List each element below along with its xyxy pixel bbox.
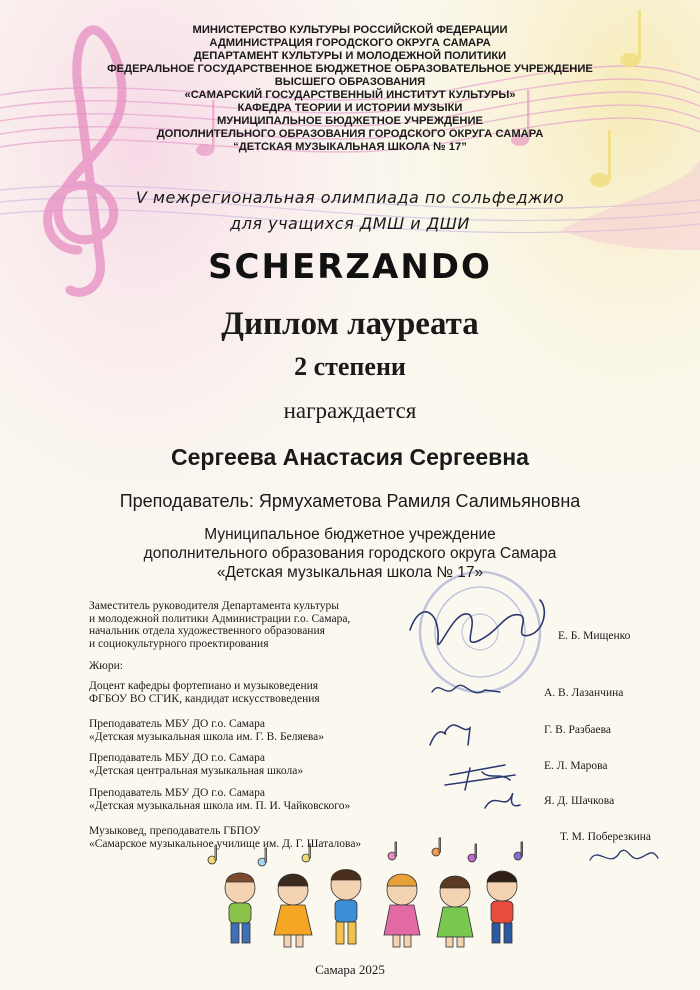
diploma-title: Диплом лауреата (221, 306, 479, 342)
jury-member-position (89, 680, 320, 705)
jury-member-position (89, 825, 361, 850)
position-line: Доцент кафедры фортепиано и музыковедения (89, 680, 319, 692)
school-block (0, 525, 700, 582)
organizers-header (0, 24, 700, 154)
competition-name: SCHERZANDO (208, 247, 492, 287)
header-line: КАФЕДРА ТЕОРИИ И ИСТОРИИ МУЗЫКИ (237, 102, 463, 114)
header-line: МУНИЦИПАЛЬНОЕ БЮДЖЕТНОЕ УЧРЕЖДЕНИЕ (216, 115, 483, 127)
jury-member-name: Я. Д. Шачкова (544, 795, 615, 807)
jury-member-name: Е. Л. Марова (544, 760, 608, 772)
header-line: ДОПОЛНИТЕЛЬНОГО ОБРАЗОВАНИЯ ГОРОДСКОГО ОКРУГА САМАРА (156, 128, 544, 140)
header-line: “ДЕТСКАЯ МУЗЫКАЛЬНАЯ ШКОЛА № 17” (233, 141, 467, 153)
jury-member-position (89, 718, 324, 743)
deputy-name: Е. Б. Мищенко (558, 630, 631, 642)
deputy-position (89, 600, 350, 650)
position-line: и молодежной политики Администрации г.о. Самара, (89, 612, 351, 625)
header-line: ВЫСШЕГО ОБРАЗОВАНИЯ (274, 76, 426, 88)
header-line: «САМАРСКИЙ ГОСУДАРСТВЕННЫЙ ИНСТИТУТ КУЛЬТУРЫ» (184, 89, 516, 101)
header-line: ДЕПАРТАМЕНТ КУЛЬТУРЫ И МОЛОДЕЖНОЙ ПОЛИТИКИ (193, 50, 507, 62)
position-line: ФГБОУ ВО СГИК, кандидат искусствоведения (89, 692, 320, 705)
teacher-line: Преподаватель: Ярмухаметова Рамиля Салимьяновна (119, 491, 581, 511)
position-line: Заместитель руководителя Департамента культуры (89, 600, 339, 612)
school-line: Муниципальное бюджетное учреждение (204, 526, 496, 543)
jury-member-name: А. В. Лазанчина (544, 687, 624, 699)
awarded-label: награждается (283, 398, 417, 423)
header-line: АДМИНИСТРАЦИЯ ГОРОДСКОГО ОКРУГА САМАРА (209, 37, 491, 49)
school-line: «Детская музыкальная школа № 17» (216, 564, 484, 581)
position-line: Музыковед, преподаватель ГБПОУ (89, 825, 261, 837)
jury-member-name: Т. М. Поберезкина (560, 831, 651, 843)
jury-label: Жюри: (89, 660, 123, 672)
diploma-degree: 2 степени (294, 352, 406, 381)
jury-member-position (89, 787, 350, 812)
city-year: Самара 2025 (315, 962, 385, 977)
position-line: Преподаватель МБУ ДО г.о. Самара (89, 718, 265, 730)
header-line: МИНИСТЕРСТВО КУЛЬТУРЫ РОССИЙСКОЙ ФЕДЕРАЦИИ (192, 24, 508, 36)
position-line: «Детская музыкальная школа им. Г. В. Беляева» (89, 730, 324, 743)
olympiad-title-line2: для учащихся ДМШ и ДШИ (230, 214, 470, 233)
position-line: «Детская музыкальная школа им. П. И. Чайковского» (89, 799, 351, 812)
position-line: и социокультурного проектирования (89, 637, 269, 650)
position-line: начальник отдела художественного образования (89, 625, 325, 637)
position-line: Преподаватель МБУ ДО г.о. Самара (89, 787, 265, 799)
jury-member-position (89, 752, 303, 777)
olympiad-title-line1: V межрегиональная олимпиада по сольфеджио (135, 188, 565, 207)
position-line: Преподаватель МБУ ДО г.о. Самара (89, 752, 265, 764)
position-line: «Детская центральная музыкальная школа» (89, 764, 304, 777)
laureate-name: Сергеева Анастасия Сергеевна (171, 444, 529, 470)
jury-member-name: Г. В. Разбаева (544, 724, 612, 736)
position-line: «Самарское музыкальное училище им. Д. Г. Шаталова» (89, 837, 362, 850)
school-line: дополнительного образования городского округа Самара (143, 545, 557, 562)
header-line: ФЕДЕРАЛЬНОЕ ГОСУДАРСТВЕННОЕ БЮДЖЕТНОЕ ОБРАЗОВАТЕЛЬНОЕ УЧРЕЖДЕНИЕ (107, 63, 593, 75)
